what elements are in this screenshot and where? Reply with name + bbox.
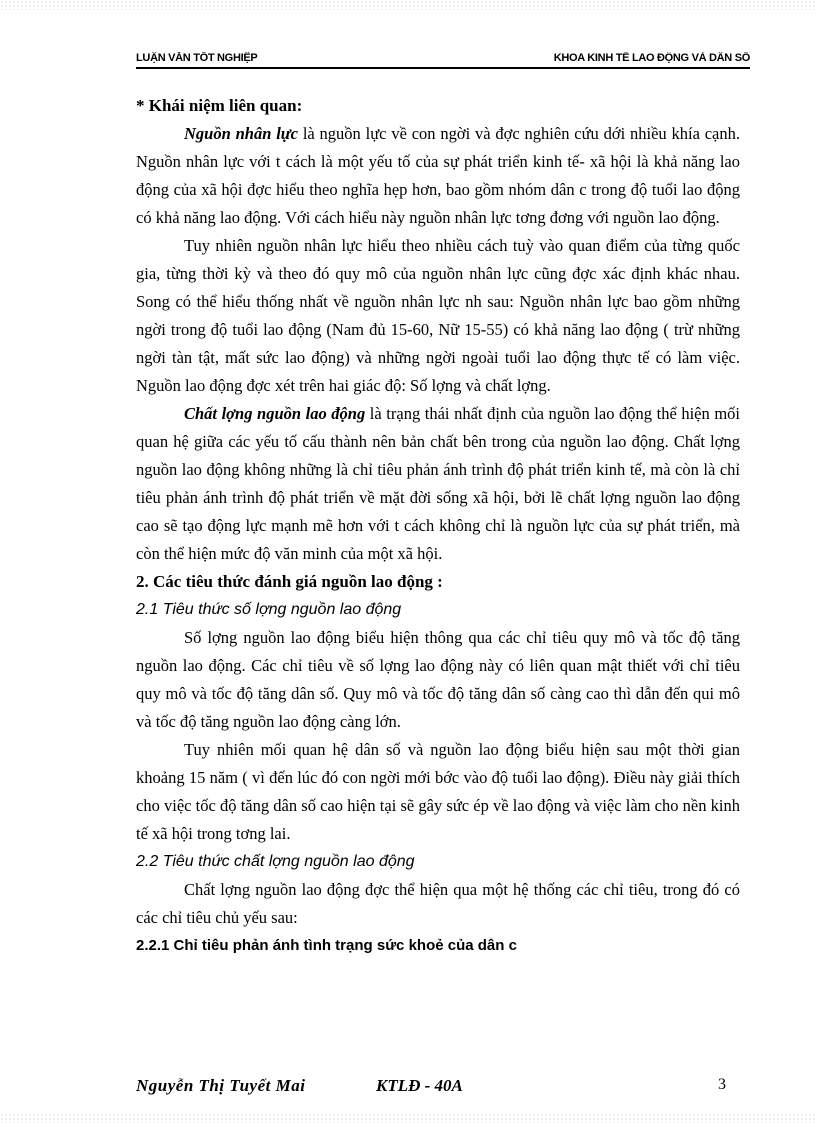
paragraph-definition: Tuy nhiên nguồn nhân lực hiểu theo nhiều cách tuỳ vào quan điểm của từng quốc gia, từng thời kỳ và theo đó quy mô của nguồn nhân lực cũng đợc xác định khác nhau. Song có thể hiểu thống nhất về nguồn nhân lực nh sau: Nguồn nhân lực bao gồm những ngời trong độ tuổi lao động (Nam đủ 15-60, Nữ 15-55) có khả năng lao động ( trừ những ngời tàn tật, mất sức lao động) và những ngời ngoài tuổi lao động thực tế có làm việc. Nguồn lao động đợc xét trên hai giác độ: Số lợng và chất lợng. bbox=[136, 236, 740, 395]
bottom-dotted-border bbox=[0, 1113, 816, 1123]
page-footer bbox=[136, 1076, 740, 1100]
header-left: LUẬN VĂN TỐT NGHIỆP bbox=[136, 52, 258, 64]
section-heading-criteria: 2. Các tiêu thức đánh giá nguồn lao động : bbox=[136, 572, 443, 591]
paragraph-quantity: Số lợng nguồn lao động biểu hiện thông qua các chỉ tiêu quy mô và tốc độ tăng nguồn lao động. Các chỉ tiêu về số lợng lao động này có liên quan mật thiết với chỉ tiêu quy mô và tốc độ tăng dân số. Quy mô và tốc độ tăng dân số càng cao thì dẫn đến qui mô và tốc độ tăng nguồn lao động càng lớn. bbox=[136, 628, 740, 731]
subheading-quantity: 2.1 Tiêu thức số lợng nguồn lao động bbox=[136, 601, 402, 618]
footer-author: Nguyễn Thị Tuyết Mai bbox=[136, 1076, 306, 1095]
document-body bbox=[136, 92, 740, 960]
footer-class: KTLĐ - 40A bbox=[376, 1076, 463, 1095]
paragraph-quality: Chất lợng nguồn lao động đợc thể hiện qua một hệ thống các chỉ tiêu, trong đó có các chỉ tiêu chủ yếu sau: bbox=[136, 880, 740, 927]
page-number: 3 bbox=[718, 1076, 726, 1093]
paragraph-human-resources: Nguồn nhân lực là nguồn lực về con ngời và đợc nghiên cứu dới nhiều khía cạnh. Nguồn nhân lực với t cách là một yếu tố của sự phát triển kinh tế- xã hội là khả năng lao động của xã hội đợc hiểu theo nghĩa hẹp hơn, bao gồm nhóm dân c trong độ tuổi lao động có khả năng lao động. Với cách hiểu này nguồn nhân lực tơng đơng với nguồn lao động. bbox=[136, 124, 740, 227]
page-header bbox=[136, 52, 750, 68]
paragraph-population: Tuy nhiên mối quan hệ dân số và nguồn lao động biểu hiện sau một thời gian khoảng 15 năm ( vì đến lúc đó con ngời mới bớc vào độ tuổi lao động). Điều này giải thích cho việc tốc độ tăng dân số cao hiện tại sẽ gây sức ép về lao động và việc làm cho nền kinh tế xã hội trong tơng lai. bbox=[136, 740, 740, 843]
subheading-health: 2.2.1 Chỉ tiêu phản ánh tình trạng sức khoẻ của dân c bbox=[136, 937, 517, 954]
term-human-resources: Nguồn nhân lực bbox=[184, 124, 298, 143]
section-heading-concepts: * Khái niệm liên quan: bbox=[136, 96, 303, 115]
top-dotted-border bbox=[0, 0, 816, 10]
paragraph-labor-quality: Chất lợng nguồn lao động là trạng thái nhất định của nguồn lao động thể hiện mối quan hệ giữa các yếu tố cấu thành nên bản chất bên trong của nguồn lao động. Chất lợng nguồn lao động không những là chỉ tiêu phản ánh trình độ phát triển kinh tế, mà còn là chỉ tiêu phản ánh trình độ phát triển về mặt đời sống xã hội, bởi lẽ chất lợng nguồn lao động cao sẽ tạo động lực mạnh mẽ hơn với t cách không chỉ là nguồn lực của sự phát triển, mà còn thể hiện mức độ văn minh của một xã hội. bbox=[136, 404, 740, 563]
subheading-quality: 2.2 Tiêu thức chất lợng nguồn lao động bbox=[136, 853, 415, 870]
header-rule bbox=[136, 67, 750, 69]
header-right: KHOA KINH TẾ LAO ĐỘNG VÀ DÂN SỐ bbox=[553, 52, 750, 64]
term-labor-quality: Chất lợng nguồn lao động bbox=[184, 404, 366, 423]
